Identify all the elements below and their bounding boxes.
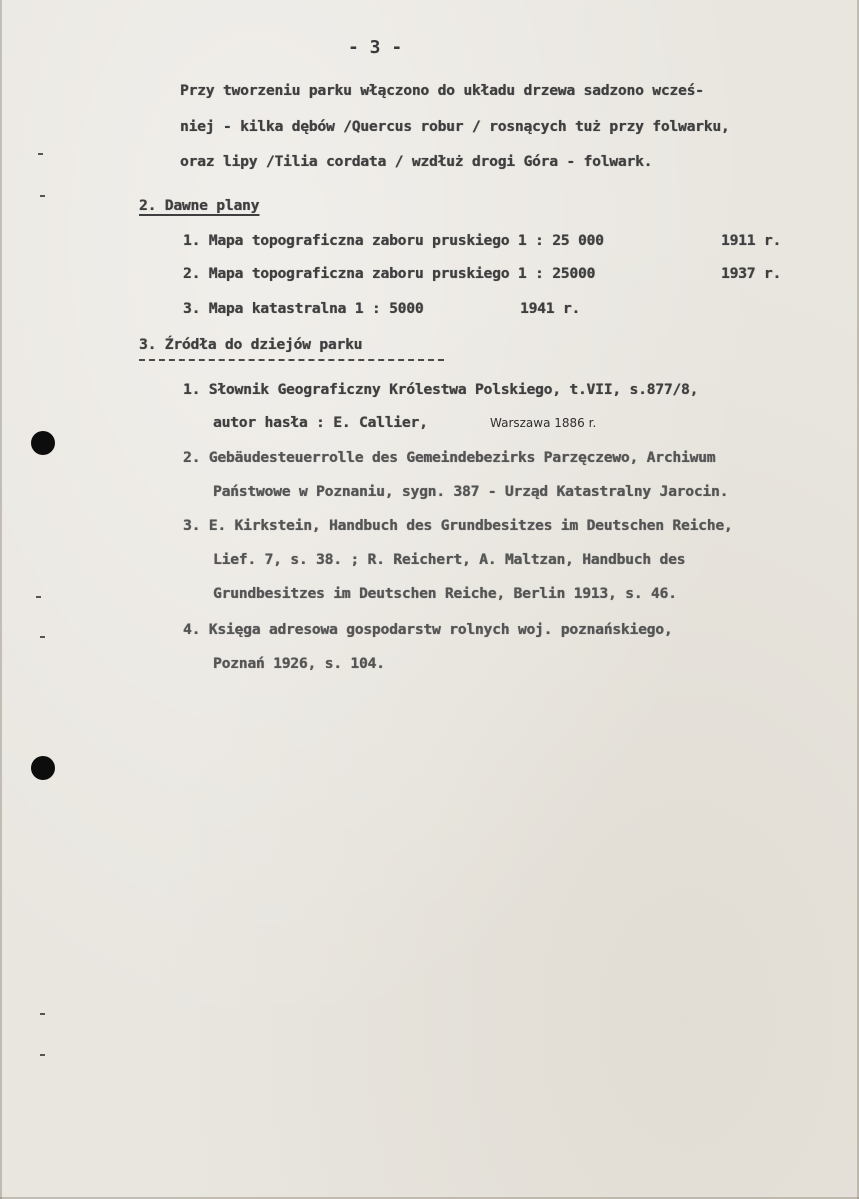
section-heading-dawne-plany: 2. Dawne plany: [139, 197, 260, 214]
punch-hole: [31, 756, 55, 780]
margin-mark: [38, 153, 43, 155]
punch-hole: [31, 431, 55, 455]
page-edge-left: [0, 0, 2, 1199]
handwritten-note: Warszawa 1886 r.: [490, 416, 597, 430]
plan-item-2: 2. Mapa topograficzna zaboru pruskiego 1 : 25000: [183, 265, 596, 282]
margin-mark: [40, 636, 45, 638]
margin-mark: [40, 195, 45, 197]
source-item-2-line-1: 2. Gebäudesteuerrolle des Gemeindebezirks Parzęczewo, Archiwum: [183, 449, 716, 466]
margin-mark: [40, 1013, 45, 1015]
plan-item-2-year: 1937 r.: [721, 265, 782, 282]
page-number: - 3 -: [348, 37, 403, 58]
source-item-4-line-1: 4. Księga adresowa gospodarstw rolnych woj. poznańskiego,: [183, 621, 673, 638]
plan-item-3: 3. Mapa katastralna 1 : 5000: [183, 300, 424, 317]
plan-item-1-year: 1911 r.: [721, 232, 782, 249]
heading-underline: [139, 359, 444, 361]
intro-line-3: oraz lipy /Tilia cordata / wzdłuż drogi Góra - folwark.: [180, 153, 653, 170]
plan-item-1: 1. Mapa topograficzna zaboru pruskiego 1 : 25 000: [183, 232, 604, 249]
intro-line-2: niej - kilka dębów /Quercus robur / rosnących tuż przy folwarku,: [180, 118, 730, 135]
source-item-3-line-2: Lief. 7, s. 38. ; R. Reichert, A. Maltzan, Handbuch des: [213, 551, 686, 568]
source-item-3-line-1: 3. E. Kirkstein, Handbuch des Grundbesitzes im Deutschen Reiche,: [183, 517, 733, 534]
margin-mark: [36, 596, 41, 598]
source-item-4-line-2: Poznań 1926, s. 104.: [213, 655, 385, 672]
source-item-2-line-2: Państwowe w Poznaniu, sygn. 387 - Urząd Katastralny Jarocin.: [213, 483, 729, 500]
source-item-3-line-3: Grundbesitzes im Deutschen Reiche, Berlin 1913, s. 46.: [213, 585, 677, 602]
source-item-1-line-2: autor hasła : E. Callier,: [213, 414, 428, 431]
source-item-1-line-1: 1. Słownik Geograficzny Królestwa Polskiego, t.VII, s.877/8,: [183, 381, 699, 398]
plan-item-3-year: 1941 r.: [520, 300, 581, 317]
intro-line-1: Przy tworzeniu parku włączono do układu drzewa sadzono wcześ-: [180, 82, 704, 99]
margin-mark: [40, 1054, 45, 1056]
section-heading-zrodla: 3. Źródła do dziejów parku: [139, 336, 363, 353]
